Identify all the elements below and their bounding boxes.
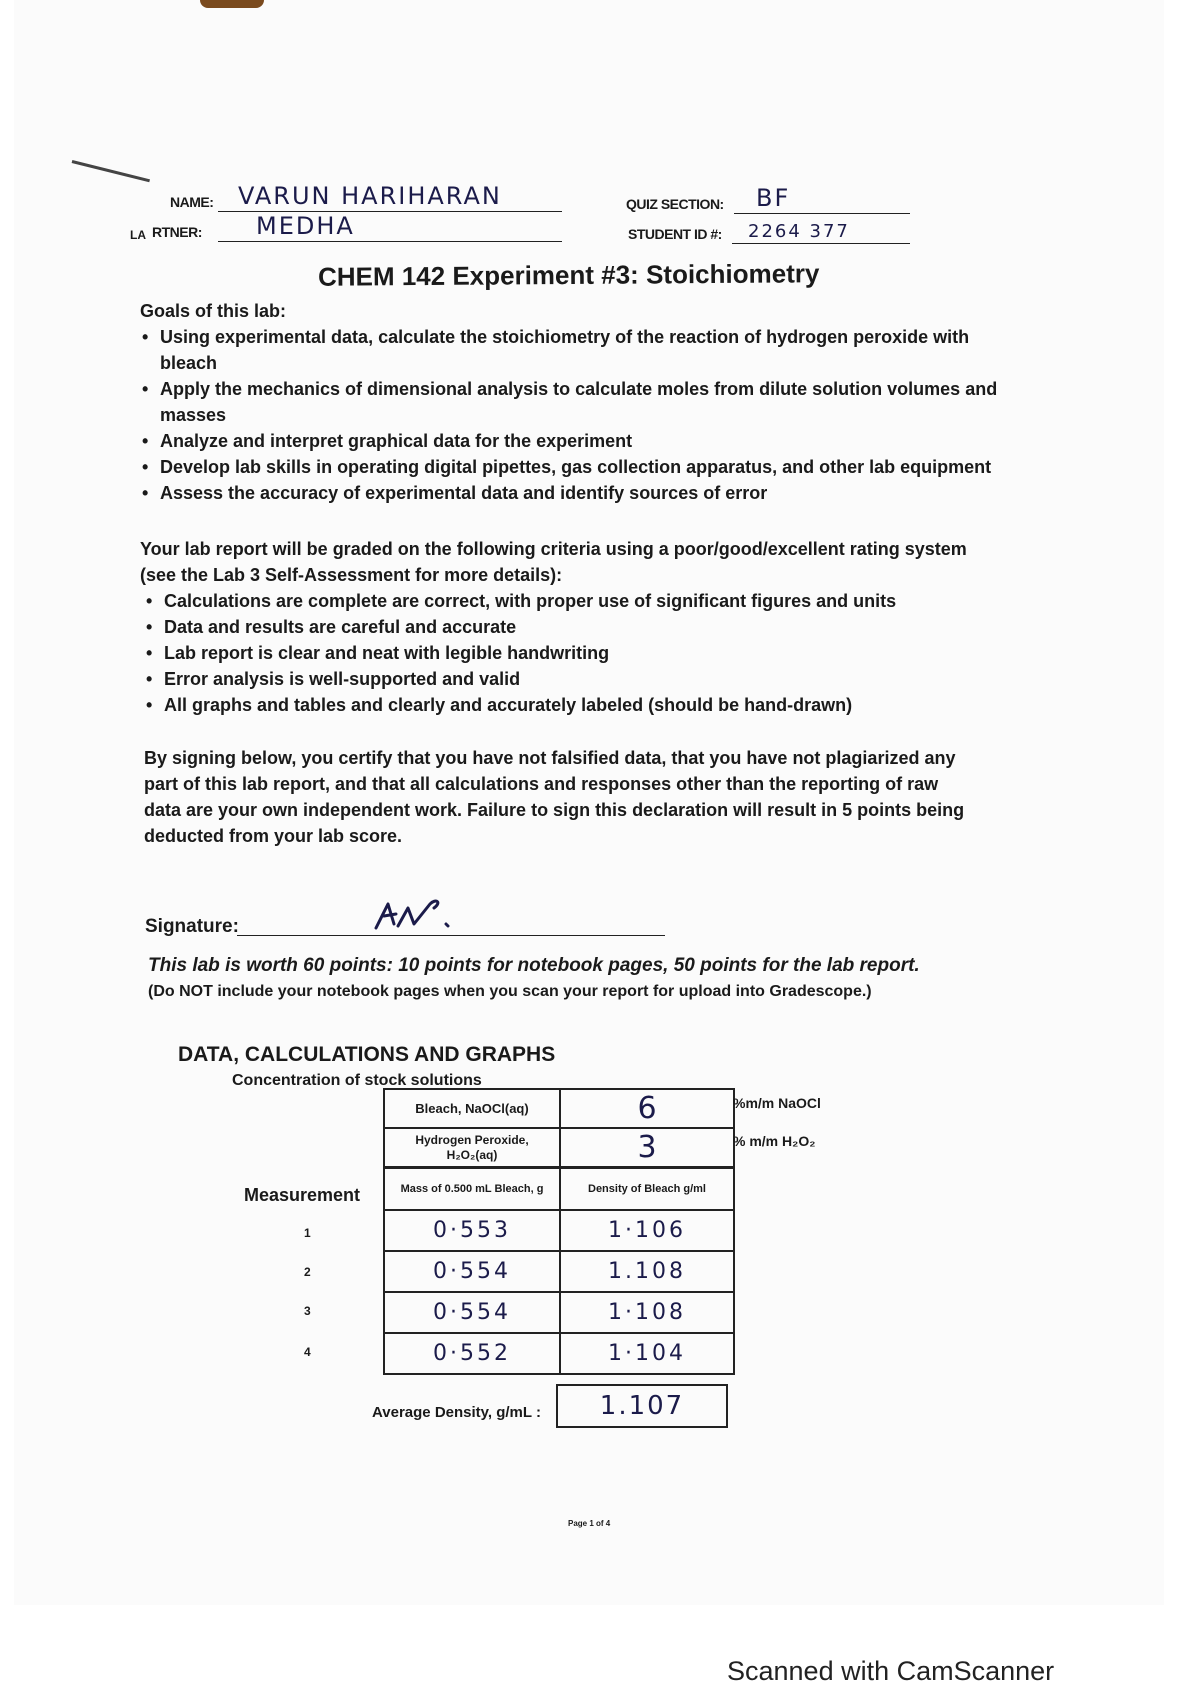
goals-list xyxy=(140,324,1010,506)
bleach-label: Bleach, NaOCl(aq) xyxy=(384,1089,560,1128)
certification-text: By signing below, you certify that you have not falsified data, that you have not plagiarized any part of this lab report, and that all calculations and responses other than the reporting of raw data are your own independent work. Failure to sign this declaration will result in 5 points being deducted from your lab score. xyxy=(144,748,965,846)
peroxide-label-line-1: Hydrogen Peroxide, xyxy=(415,1132,529,1147)
row-number: 2 xyxy=(304,1265,311,1279)
signature-row xyxy=(145,900,665,940)
measurement-heading: Measurement xyxy=(244,1185,361,1205)
student-id-row xyxy=(628,212,910,246)
signature-line xyxy=(237,935,665,936)
average-density-value: 1.107 xyxy=(556,1384,728,1428)
density-cell: 1.108 xyxy=(560,1251,734,1292)
peroxide-concentration: 3 xyxy=(560,1128,734,1167)
section-heading: DATA, CALCULATIONS AND GRAPHS xyxy=(178,1043,556,1066)
criteria-list xyxy=(140,588,990,718)
bleach-unit: %m/m NaOCl xyxy=(733,1095,821,1111)
density-cell: 1·104 xyxy=(560,1333,734,1374)
mass-cell: 0·554 xyxy=(384,1251,560,1292)
partner-underline xyxy=(218,241,562,242)
partner-row xyxy=(130,210,562,244)
table-row xyxy=(384,1333,734,1374)
goals-heading: Goals of this lab: xyxy=(140,301,287,321)
peroxide-label xyxy=(384,1128,560,1167)
mass-cell: 0·552 xyxy=(384,1333,560,1374)
table-row xyxy=(384,1292,734,1333)
quiz-section-row xyxy=(626,182,910,216)
name-row xyxy=(170,180,562,214)
camscanner-watermark: Scanned with CamScanner xyxy=(727,1656,1055,1686)
criteria-section xyxy=(140,536,990,718)
name-label: NAME: xyxy=(170,194,214,210)
table-header-row xyxy=(384,1168,734,1210)
goal-item: • Using experimental data, calculate the stoichiometry of the reaction of hydrogen peroxide with bleach xyxy=(160,324,1010,376)
criteria-item: • All graphs and tables and clearly and accurately labeled (should be hand-drawn) xyxy=(164,692,990,718)
stock-concentration-table xyxy=(383,1088,735,1168)
name-value: VARUN HARIHARAN xyxy=(238,182,502,210)
goal-item: • Assess the accuracy of experimental data and identify sources of error xyxy=(160,480,1010,506)
criteria-item: • Lab report is clear and neat with legible handwriting xyxy=(164,640,990,666)
criteria-heading: Your lab report will be graded on the following criteria using a poor/good/excellent rating system (see the Lab 3 Self-Assessment for more details): xyxy=(140,539,967,585)
upload-note: (Do NOT include your notebook pages when you scan your report for upload into Gradescope.) xyxy=(148,983,872,1000)
goal-item: • Analyze and interpret graphical data for the experiment xyxy=(160,428,1010,454)
handwritten-signature xyxy=(370,894,460,934)
corner-scan-artifact xyxy=(200,0,264,8)
density-cell: 1·108 xyxy=(560,1292,734,1333)
student-id-label: STUDENT ID #: xyxy=(628,226,722,242)
partner-value: MEDHA xyxy=(256,212,355,240)
quiz-section-label: QUIZ SECTION: xyxy=(626,196,724,212)
row-number: 1 xyxy=(304,1226,311,1240)
row-number: 3 xyxy=(304,1304,311,1318)
quiz-section-value: BF xyxy=(756,184,791,212)
table-row xyxy=(384,1251,734,1292)
mass-cell: 0·553 xyxy=(384,1210,560,1251)
bleach-concentration: 6 xyxy=(560,1089,734,1128)
density-column-header: Density of Bleach g/ml xyxy=(560,1168,734,1210)
row-number: 4 xyxy=(304,1345,311,1359)
criteria-item: • Data and results are careful and accurate xyxy=(164,614,990,640)
peroxide-unit: % m/m H₂O₂ xyxy=(733,1133,816,1149)
table-row xyxy=(384,1128,734,1167)
criteria-item: • Error analysis is well-supported and valid xyxy=(164,666,990,692)
page-title: CHEM 142 Experiment #3: Stoichiometry xyxy=(317,258,820,292)
mass-cell: 0·554 xyxy=(384,1292,560,1333)
goal-item: • Apply the mechanics of dimensional analysis to calculate moles from dilute solution volumes and masses xyxy=(160,376,1010,428)
density-cell: 1·106 xyxy=(560,1210,734,1251)
student-id-value: 2264 377 xyxy=(748,221,850,242)
partner-label: RTNER: xyxy=(152,224,202,240)
mass-column-header: Mass of 0.500 mL Bleach, g xyxy=(384,1168,560,1210)
goals-section xyxy=(140,298,1010,506)
stock-heading: Concentration of stock solutions xyxy=(232,1072,482,1089)
student-id-underline xyxy=(732,243,910,244)
points-worth-note: This lab is worth 60 points: 10 points for notebook pages, 50 points for the lab report. xyxy=(148,955,920,976)
goal-item: • Develop lab skills in operating digital pipettes, gas collection apparatus, and other lab equipment xyxy=(160,454,1010,480)
page-number: Page 1 of 4 xyxy=(568,1519,611,1528)
measurement-table xyxy=(383,1167,735,1375)
peroxide-label-line-2: H₂O₂(aq) xyxy=(446,1147,498,1162)
table-row xyxy=(384,1089,734,1128)
average-density-label: Average Density, g/mL : xyxy=(372,1404,541,1421)
partner-prefix: LA xyxy=(130,228,146,242)
signature-label: Signature: xyxy=(145,916,239,937)
table-row xyxy=(384,1210,734,1251)
criteria-item: • Calculations are complete are correct, with proper use of significant figures and units xyxy=(164,588,990,614)
